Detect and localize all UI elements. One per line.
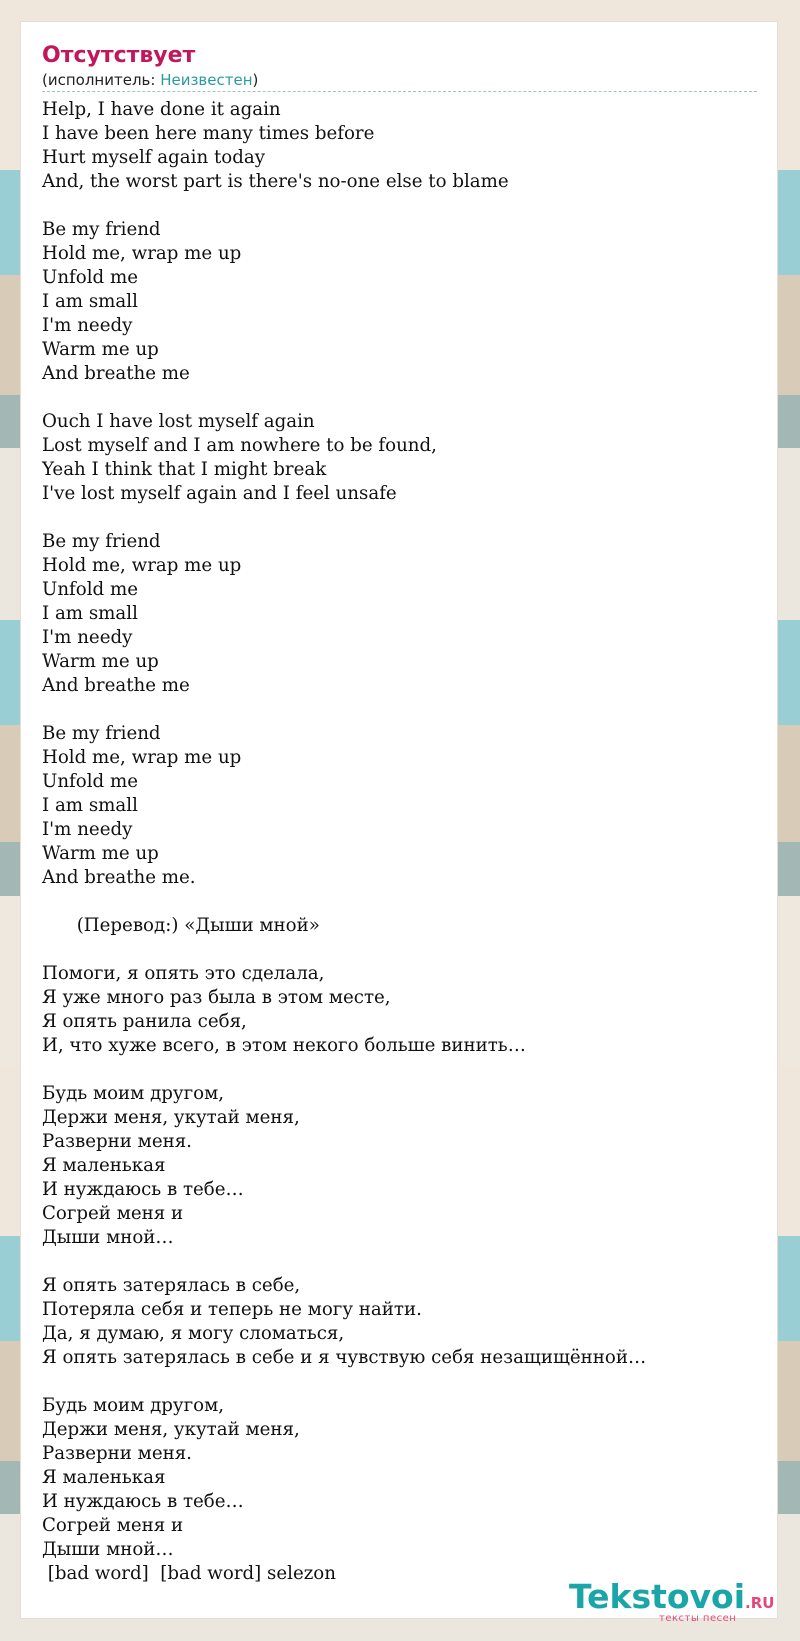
- lyric-line: I am small: [42, 603, 138, 624]
- lyric-line: Unfold me: [42, 267, 138, 288]
- lyric-line: Разверни меня.: [42, 1131, 192, 1152]
- lyric-line: I've lost myself again and I feel unsafe: [42, 483, 397, 504]
- lyric-line: Я опять затерялась в себе,: [42, 1275, 301, 1296]
- lyric-blank-line: [42, 386, 757, 410]
- lyric-line: Дыши мной…: [42, 1227, 174, 1248]
- lyric-line: I'm needy: [42, 627, 133, 648]
- lyric-line: Я маленькая: [42, 1155, 166, 1176]
- artist-link[interactable]: Неизвестен: [160, 71, 253, 89]
- artist-suffix: ): [252, 71, 259, 89]
- song-header: [42, 42, 757, 92]
- lyric-line: Ouch I have lost myself again: [42, 411, 315, 432]
- lyric-line: Warm me up: [42, 843, 159, 864]
- lyric-line: Yeah I think that I might break: [42, 459, 327, 480]
- lyric-line: I am small: [42, 795, 138, 816]
- lyric-line: Согрей меня и: [42, 1203, 184, 1224]
- lyric-line: Держи меня, укутай меня,: [42, 1419, 300, 1440]
- lyric-line: Warm me up: [42, 339, 159, 360]
- lyric-line: Warm me up: [42, 651, 159, 672]
- lyric-line: Hurt myself again today: [42, 147, 265, 168]
- lyric-line: Unfold me: [42, 771, 138, 792]
- lyric-line: Hold me, wrap me up: [42, 747, 242, 768]
- lyric-line: I have been here many times before: [42, 123, 375, 144]
- lyric-line: [bad word] [bad word] selezon: [42, 1563, 336, 1584]
- lyric-line: Я маленькая: [42, 1467, 166, 1488]
- site-logo[interactable]: [569, 1578, 789, 1626]
- lyric-line: And breathe me: [42, 675, 190, 696]
- lyric-line: I am small: [42, 291, 138, 312]
- lyric-blank-line: [42, 1250, 757, 1274]
- lyric-line: Я опять затерялась в себе и я чувствую себя незащищённой…: [42, 1347, 647, 1368]
- lyric-blank-line: [42, 1370, 757, 1394]
- lyric-line: I'm needy: [42, 819, 133, 840]
- lyric-line: И нуждаюсь в тебе…: [42, 1491, 244, 1512]
- lyric-blank-line: [42, 1058, 757, 1082]
- lyric-line: And breathe me: [42, 363, 190, 384]
- lyric-blank-line: [42, 194, 757, 218]
- lyric-line: И, что хуже всего, в этом некого больше винить…: [42, 1035, 526, 1056]
- lyric-line: Согрей меня и: [42, 1515, 184, 1536]
- lyric-line: Будь моим другом,: [42, 1395, 225, 1416]
- lyric-line: Потеряла себя и теперь не могу найти.: [42, 1299, 422, 1320]
- lyric-line: Be my friend: [42, 723, 161, 744]
- logo-domain-suffix: .RU: [745, 1594, 775, 1612]
- lyric-line: Hold me, wrap me up: [42, 243, 242, 264]
- lyric-line: Помоги, я опять это сделала,: [42, 963, 325, 984]
- lyric-line: And, the worst part is there's no-one else to blame: [42, 171, 509, 192]
- lyric-blank-line: [42, 890, 757, 914]
- lyric-blank-line: [42, 698, 757, 722]
- lyric-line: Держи меня, укутай меня,: [42, 1107, 300, 1128]
- lyric-line: And breathe me.: [42, 867, 196, 888]
- lyric-line: Unfold me: [42, 579, 138, 600]
- logo-wordmark: Tekstovoi: [569, 1577, 746, 1616]
- lyric-blank-line: [42, 506, 757, 530]
- lyric-line: Be my friend: [42, 531, 161, 552]
- lyric-line: Разверни меня.: [42, 1443, 192, 1464]
- lyric-line: Help, I have done it again: [42, 99, 281, 120]
- lyric-blank-line: [42, 938, 757, 962]
- artist-line: [42, 70, 757, 90]
- lyrics-text: [42, 98, 757, 1586]
- lyric-line: I'm needy: [42, 315, 133, 336]
- lyric-line: Будь моим другом,: [42, 1083, 225, 1104]
- artist-prefix: (исполнитель:: [42, 71, 161, 89]
- logo-tagline: тексты песен: [659, 1613, 737, 1624]
- song-title: Отсутствует: [42, 43, 196, 68]
- lyric-line: Дыши мной…: [42, 1539, 174, 1560]
- lyric-line: Да, я думаю, я могу сломаться,: [42, 1323, 345, 1344]
- lyric-line: Я опять ранила себя,: [42, 1011, 247, 1032]
- lyric-line: Be my friend: [42, 219, 161, 240]
- lyric-line: Hold me, wrap me up: [42, 555, 242, 576]
- lyric-line: (Перевод:) «Дыши мной»: [42, 915, 320, 936]
- lyric-line: Я уже много раз была в этом месте,: [42, 987, 391, 1008]
- lyric-line: Lost myself and I am nowhere to be found,: [42, 435, 437, 456]
- lyrics-card: [20, 21, 778, 1624]
- lyric-line: И нуждаюсь в тебе…: [42, 1179, 244, 1200]
